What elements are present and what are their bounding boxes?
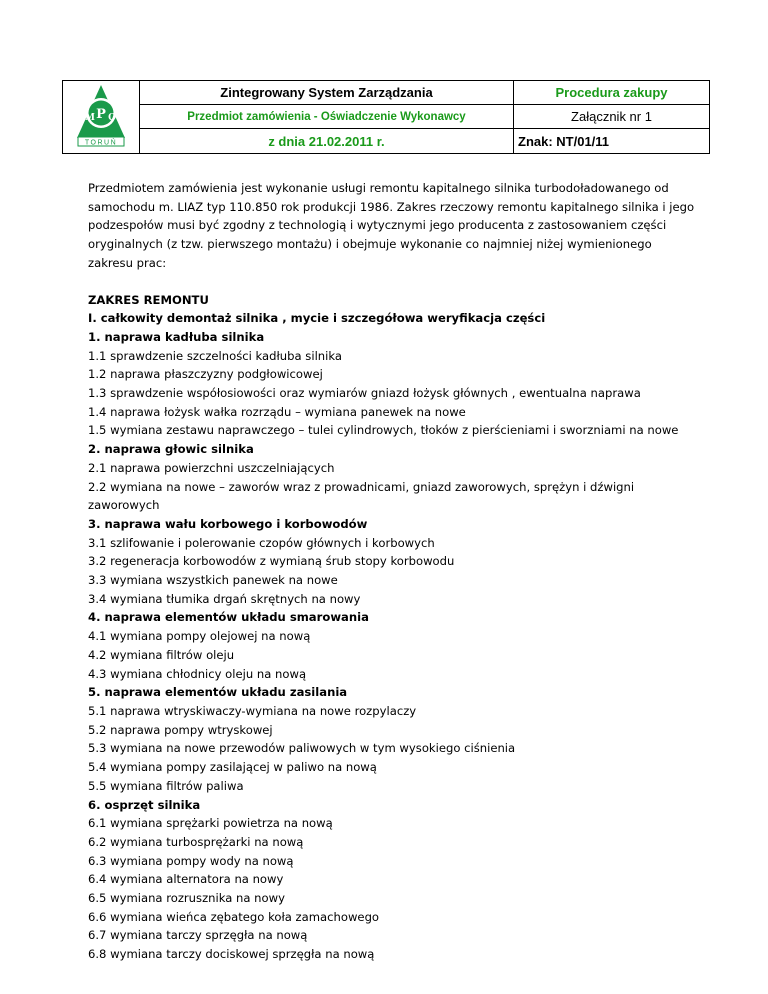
scope-item: 1.5 wymiana zestawu naprawczego – tulei cylindrowych, tłoków z pierścieniami i sworzniami na nowe xyxy=(88,423,679,438)
intro-line: podzespołów musi być zgodny z technologią i wytycznymi jego producenta z zastosowaniem części xyxy=(88,218,667,233)
document-body xyxy=(88,179,708,964)
logo-cell xyxy=(63,81,140,154)
scope-item: 5.1 naprawa wtryskiwaczy-wymiana na nowe rozpylaczy xyxy=(88,703,417,718)
svg-text:O: O xyxy=(108,112,116,123)
system-title: Zintegrowany System Zarządzania xyxy=(140,81,514,105)
scope-item: 2.2 wymiana na nowe – zaworów wraz z prowadnicami, gniazd zaworowych, sprężyn i dźwigni xyxy=(88,479,635,494)
intro-paragraph xyxy=(88,179,708,273)
scope-item: 3.3 wymiana wszystkich panewek na nowe xyxy=(88,573,338,588)
scope-item: 4.2 wymiana filtrów oleju xyxy=(88,647,235,662)
scope-item: 4.1 wymiana pompy olejowej na nową xyxy=(88,629,311,644)
scope-item: 6.4 wymiana alternatora na nowy xyxy=(88,872,284,887)
scope-item: 3.4 wymiana tłumika drgań skrętnych na nowy xyxy=(88,591,361,606)
svg-text:P: P xyxy=(96,106,106,122)
scope-heading: I. całkowity demontaż silnika , mycie i szczegółowa weryfikacja części xyxy=(88,311,546,326)
document-code: Znak: NT/01/11 xyxy=(514,129,710,154)
intro-line: oryginalnych (z tzw. pierwszego montażu) i obejmuje wykonanie co najmniej niżej wymienionego xyxy=(88,237,652,252)
scope-item: 4.3 wymiana chłodnicy oleju na nową xyxy=(88,666,307,681)
attachment-label: Załącznik nr 1 xyxy=(514,105,710,129)
scope-heading: 1. naprawa kadłuba silnika xyxy=(88,329,265,344)
scope-heading: 2. naprawa głowic silnika xyxy=(88,442,254,457)
scope-item: 5.5 wymiana filtrów paliwa xyxy=(88,778,244,793)
scope-heading: 5. naprawa elementów układu zasilania xyxy=(88,685,348,700)
procedure-label: Procedura zakupy xyxy=(514,81,710,105)
scope-item: 6.1 wymiana sprężarki powietrza na nową xyxy=(88,816,333,831)
scope-heading: 4. naprawa elementów układu smarowania xyxy=(88,610,369,625)
scope-item: 2.1 naprawa powierzchni uszczelniających xyxy=(88,460,335,475)
intro-line: Przedmiotem zamówienia jest wykonanie usługi remontu kapitalnego silnika turbodoładowanego od xyxy=(88,181,669,195)
scope-item: 5.3 wymiana na nowe przewodów paliwowych w tym wysokiego ciśnienia xyxy=(88,741,516,756)
scope-item: 6.6 wymiana wieńca zębatego koła zamachowego xyxy=(88,909,380,924)
scope-item: 5.2 naprawa pompy wtryskowej xyxy=(88,722,273,737)
document-date: z dnia 21.02.2011 r. xyxy=(140,129,514,154)
order-subject: Przedmiot zamówienia - Oświadczenie Wykonawcy xyxy=(140,105,514,129)
scope-heading: ZAKRES REMONTU xyxy=(88,292,209,307)
scope-item: 6.2 wymiana turbosprężarki na nową xyxy=(88,834,304,849)
repair-scope-list xyxy=(88,291,708,964)
intro-line: samochodu m. LIAZ typ 110.850 rok produkcji 1986. Zakres rzeczowy remontu kapitalnego silnika i jego xyxy=(88,199,695,214)
scope-item: 1.4 naprawa łożysk wałka rozrządu – wymiana panewek na nowe xyxy=(88,404,466,419)
scope-item: 6.5 wymiana rozrusznika na nowy xyxy=(88,891,285,906)
scope-item: 6.8 wymiana tarczy dociskowej sprzęgła na nową xyxy=(88,947,375,962)
scope-heading: 6. osprzęt silnika xyxy=(88,797,201,812)
scope-item: 1.3 sprawdzenie współosiowości oraz wymiarów gniazd łożysk głównych , ewentualna naprawa xyxy=(88,386,641,401)
scope-item: 6.7 wymiana tarczy sprzęgła na nową xyxy=(88,928,308,943)
scope-item: 1.2 naprawa płaszczyzny podgłowicowej xyxy=(88,367,323,382)
scope-item: 1.1 sprawdzenie szczelności kadłuba silnika xyxy=(88,348,342,363)
intro-line: zakresu prac: xyxy=(88,255,167,270)
scope-heading: 3. naprawa wału korbowego i korbowodów xyxy=(88,516,368,531)
scope-item: 5.4 wymiana pompy zasilającej w paliwo na nową xyxy=(88,760,377,775)
scope-item: 6.3 wymiana pompy wody na nową xyxy=(88,853,294,868)
mpo-torun-logo xyxy=(72,82,130,148)
header-table xyxy=(62,80,710,154)
svg-text:M: M xyxy=(85,112,95,123)
svg-text:TORUŃ: TORUŃ xyxy=(84,139,118,146)
scope-item: zaworowych xyxy=(88,498,160,513)
scope-item: 3.2 regeneracja korbowodów z wymianą śrub stopy korbowodu xyxy=(88,554,455,569)
scope-item: 3.1 szlifowanie i polerowanie czopów głównych i korbowych xyxy=(88,535,435,550)
